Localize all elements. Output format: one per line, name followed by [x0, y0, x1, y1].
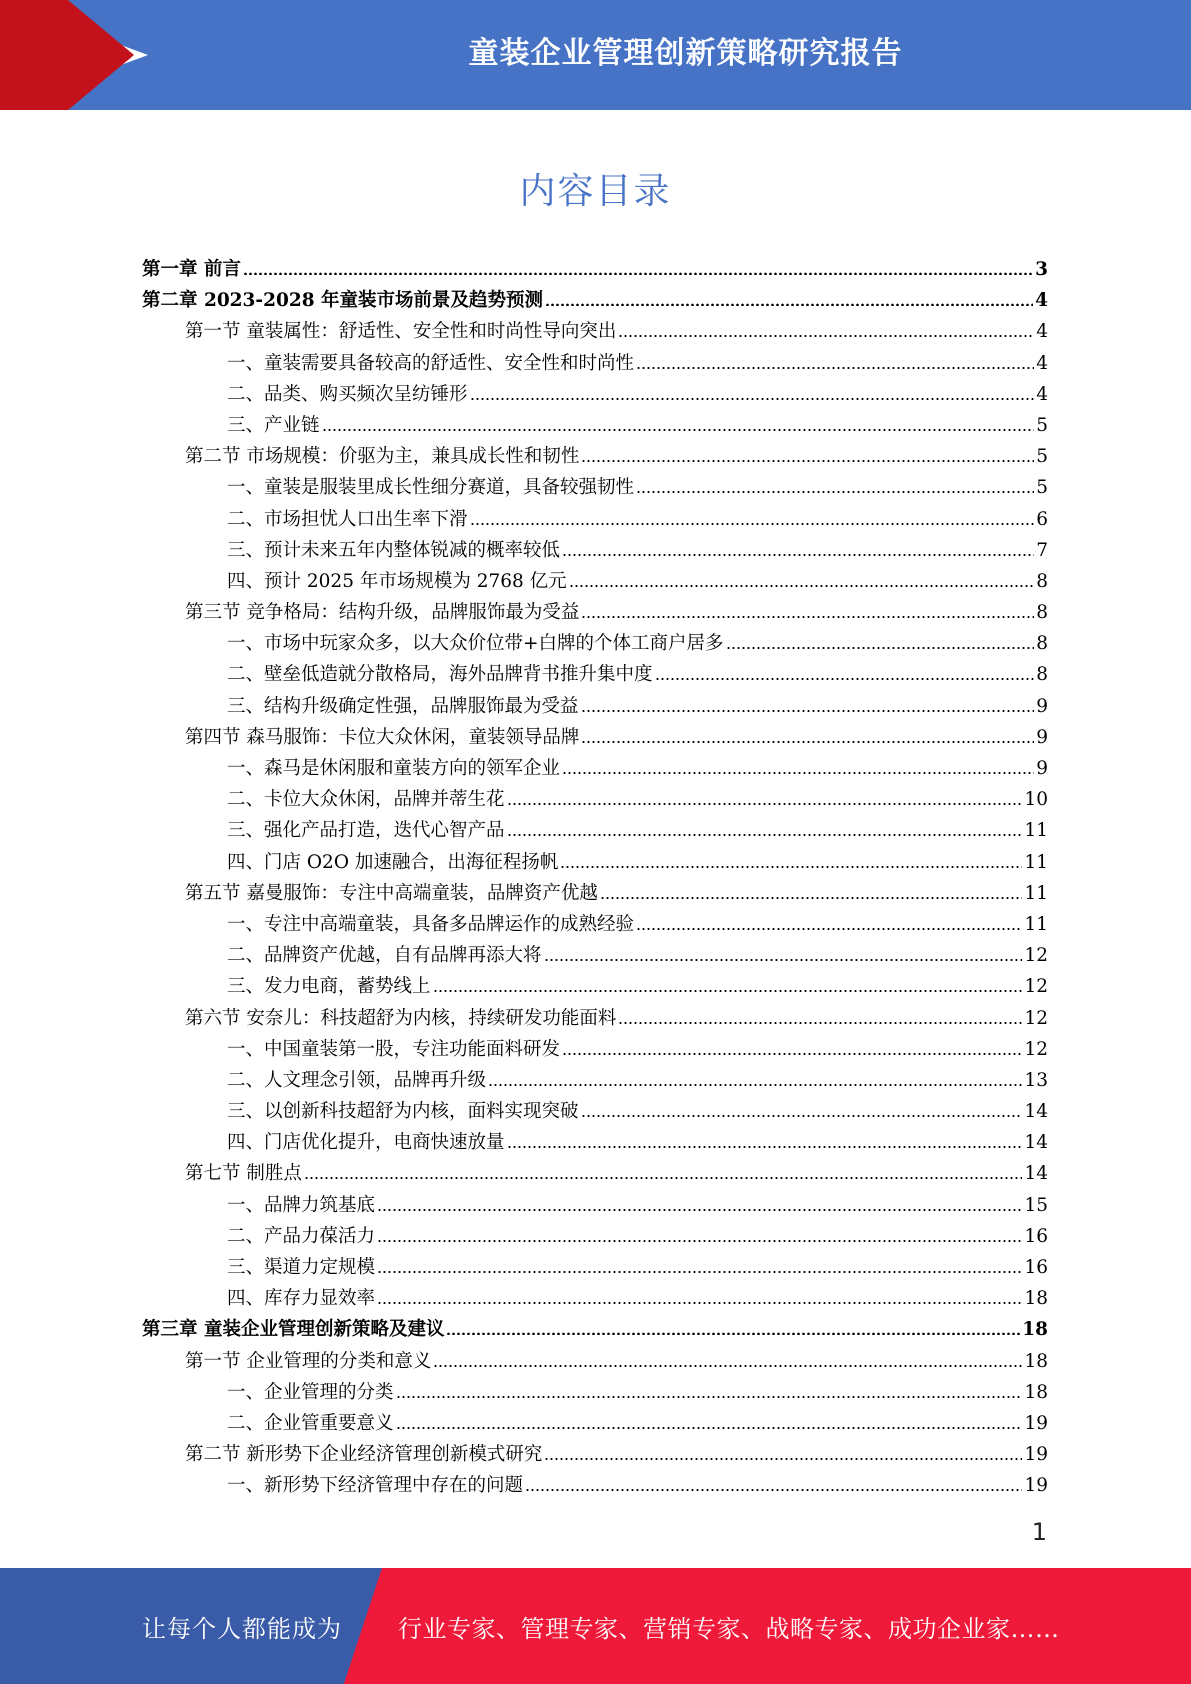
toc-entry[interactable] — [142, 316, 1048, 347]
toc-entry-label: 第六节 安奈儿：科技超舒为内核，持续研发功能面料 — [185, 1007, 617, 1029]
toc-entry[interactable] — [142, 1158, 1048, 1189]
toc-entry[interactable] — [142, 1096, 1048, 1127]
toc-entry-label: 二、企业管重要意义 — [227, 1412, 394, 1434]
toc-entry[interactable] — [142, 441, 1048, 472]
toc-entry-page: 8 — [1036, 570, 1048, 592]
toc-entry-label: 四、门店 O2O 加速融合，出海征程扬帆 — [227, 851, 559, 873]
toc-dot-leader — [507, 791, 1023, 805]
toc-dot-leader — [446, 1321, 1020, 1335]
toc-dot-leader — [433, 1353, 1022, 1367]
toc-dot-leader — [396, 1384, 1023, 1398]
toc-entry-label: 二、壁垒低造就分散格局，海外品牌背书推升集中度 — [227, 664, 653, 686]
toc-entry[interactable] — [142, 940, 1048, 971]
toc-entry-page: 9 — [1036, 726, 1048, 748]
toc-entry-label: 三、结构升级确定性强，品牌服饰最为受益 — [227, 695, 579, 717]
toc-dot-leader — [243, 261, 1033, 275]
toc-entry-page: 10 — [1024, 789, 1048, 811]
toc-entry[interactable] — [142, 1003, 1048, 1034]
toc-entry-label: 一、童装是服装里成长性细分赛道，具备较强韧性 — [227, 477, 635, 499]
toc-entry[interactable] — [142, 254, 1048, 285]
toc-entry-page: 16 — [1024, 1225, 1048, 1247]
toc-entry[interactable] — [142, 1221, 1048, 1252]
toc-entry-label: 三、渠道力定规模 — [227, 1257, 376, 1278]
toc-entry-label: 四、库存力显效率 — [227, 1288, 376, 1310]
toc-entry[interactable] — [142, 472, 1048, 503]
toc-dot-leader — [618, 1010, 1022, 1024]
page-header — [0, 0, 1191, 110]
toc-dot-leader — [525, 1477, 1022, 1491]
toc-dot-leader — [562, 542, 1034, 556]
toc-entry-label: 第二节 市场规模：价驱为主，兼具成长性和韧性 — [185, 446, 580, 468]
toc-dot-leader — [581, 729, 1034, 743]
toc-entry-page: 11 — [1024, 913, 1048, 935]
toc-dot-leader — [507, 1134, 1023, 1148]
toc-entry-label: 第一节 童装属性：舒适性、安全性和时尚性导向突出 — [185, 321, 617, 343]
toc-entry[interactable] — [142, 1127, 1048, 1158]
toc-dot-leader — [377, 1228, 1022, 1242]
footer-slogan-right: 行业专家、管理专家、营销专家、战略专家、成功企业家…… — [398, 1614, 1060, 1643]
toc-entry[interactable] — [142, 348, 1048, 379]
toc-dot-leader — [581, 698, 1035, 712]
toc-entry-page: 12 — [1024, 945, 1048, 967]
toc-entry-page: 4 — [1036, 352, 1048, 374]
toc-entry-label: 四、预计 2025 年市场规模为 2768 亿元 — [227, 570, 567, 592]
toc-entry-label: 一、品牌力筑基底 — [227, 1194, 376, 1216]
toc-entry-page: 9 — [1036, 758, 1048, 779]
toc-entry[interactable] — [142, 1439, 1048, 1470]
toc-entry-label: 三、预计未来五年内整体锐减的概率较低 — [227, 539, 561, 561]
toc-entry-page: 12 — [1024, 1038, 1048, 1060]
toc-dot-leader — [433, 978, 1023, 992]
toc-dot-leader — [636, 355, 1034, 369]
toc-dot-leader — [507, 822, 1023, 836]
toc-entry[interactable] — [142, 815, 1048, 846]
toc-dot-leader — [562, 760, 1034, 774]
toc-entry[interactable] — [142, 659, 1048, 690]
toc-dot-leader — [377, 1259, 1022, 1273]
toc-entry-label: 第二章 2023-2028 年童装市场前景及趋势预测 — [142, 290, 544, 312]
toc-entry-page: 19 — [1024, 1475, 1048, 1497]
header-red-arrow — [68, 0, 134, 110]
header-red-block — [0, 0, 68, 110]
toc-entry-page: 5 — [1036, 446, 1048, 468]
toc-entry[interactable] — [142, 691, 1048, 722]
toc-entry[interactable] — [142, 1314, 1048, 1345]
toc-entry-page: 7 — [1036, 539, 1048, 561]
toc-entry-page: 14 — [1024, 1163, 1048, 1185]
toc-entry-page: 18 — [1022, 1319, 1048, 1341]
toc-entry[interactable] — [142, 566, 1048, 597]
toc-entry-page: 19 — [1024, 1412, 1048, 1434]
toc-entry-page: 11 — [1024, 851, 1048, 873]
toc-entry-page: 5 — [1036, 477, 1048, 499]
toc-entry[interactable] — [142, 597, 1048, 628]
toc-entry[interactable] — [142, 1408, 1048, 1439]
toc-dot-leader — [544, 947, 1023, 961]
toc-entry[interactable] — [142, 1470, 1048, 1501]
toc-entry-page: 11 — [1024, 882, 1048, 904]
toc-entry-page: 18 — [1024, 1288, 1048, 1310]
toc-entry-page: 12 — [1024, 1007, 1048, 1029]
toc-entry-label: 二、人文理念引领，品牌再升级 — [227, 1069, 487, 1091]
toc-dot-leader — [600, 885, 1023, 899]
toc-entry[interactable] — [142, 1190, 1048, 1221]
toc-entry[interactable] — [142, 379, 1048, 410]
report-title: 童装企业管理创新策略研究报告 — [468, 36, 903, 71]
toc-dot-leader — [726, 635, 1035, 649]
toc-entry-label: 一、新形势下经济管理中存在的问题 — [227, 1475, 524, 1497]
page-footer — [0, 1568, 1191, 1684]
toc-entry-page: 4 — [1036, 321, 1048, 343]
toc-dot-leader — [322, 417, 1035, 431]
toc-entry-page: 14 — [1024, 1101, 1048, 1123]
toc-dot-leader — [581, 604, 1034, 618]
toc-entry[interactable] — [142, 784, 1048, 815]
toc-entry-label: 第一节 企业管理的分类和意义 — [185, 1350, 432, 1372]
toc-entry[interactable] — [142, 1346, 1048, 1377]
toc-entry-page: 15 — [1024, 1194, 1048, 1216]
toc-entry[interactable] — [142, 909, 1048, 940]
toc-entry-label: 一、中国童装第一股，专注功能面料研发 — [227, 1038, 561, 1060]
toc-entry[interactable] — [142, 410, 1048, 441]
toc-heading: 内容目录 — [519, 171, 672, 212]
toc-dot-leader — [581, 1103, 1023, 1117]
toc-entry-page: 5 — [1036, 414, 1048, 436]
toc-entry-label: 一、市场中玩家众多，以大众价位带+白牌的个体工商户居多 — [227, 633, 724, 655]
toc-entry-label: 一、森马是休闲服和童装方向的领军企业 — [227, 758, 561, 779]
toc-entry[interactable] — [142, 628, 1048, 659]
toc-dot-leader — [560, 854, 1022, 868]
toc-entry-page: 18 — [1024, 1350, 1048, 1372]
toc-entry-label: 二、市场担忧人口出生率下滑 — [227, 508, 468, 530]
toc-entry-label: 第四节 森马服饰：卡位大众休闲，童装领导品牌 — [185, 726, 580, 748]
toc-entry-label: 二、卡位大众休闲，品牌并蒂生花 — [227, 789, 505, 811]
toc-dot-leader — [545, 292, 1033, 306]
toc-dot-leader — [396, 1415, 1023, 1429]
table-of-contents — [142, 254, 1048, 1502]
toc-entry-page: 4 — [1035, 290, 1048, 312]
toc-dot-leader — [470, 386, 1035, 400]
toc-entry-label: 三、发力电商，蓄势线上 — [227, 976, 431, 998]
toc-dot-leader — [569, 573, 1035, 587]
toc-entry-page: 9 — [1036, 695, 1048, 717]
toc-entry[interactable] — [142, 504, 1048, 535]
toc-entry[interactable] — [142, 753, 1048, 784]
toc-entry-page: 8 — [1036, 602, 1048, 624]
toc-entry-label: 第五节 嘉曼服饰：专注中高端童装，品牌资产优越 — [185, 882, 598, 904]
toc-entry[interactable] — [142, 285, 1048, 316]
toc-entry[interactable] — [142, 722, 1048, 753]
toc-dot-leader — [581, 448, 1034, 462]
toc-entry-page: 8 — [1036, 633, 1048, 655]
toc-entry-label: 第三章 童装企业管理创新策略及建议 — [142, 1319, 445, 1341]
page-number: 1 — [1031, 1518, 1047, 1546]
toc-entry[interactable] — [142, 535, 1048, 566]
toc-entry-page: 6 — [1036, 508, 1048, 530]
toc-entry-page: 19 — [1024, 1444, 1048, 1466]
toc-entry-page: 8 — [1036, 664, 1048, 686]
toc-entry-label: 四、门店优化提升，电商快速放量 — [227, 1132, 505, 1154]
toc-entry-label: 第一章 前言 — [142, 259, 241, 280]
toc-entry[interactable] — [142, 878, 1048, 909]
toc-entry-label: 二、产品力葆活力 — [227, 1225, 376, 1247]
toc-entry-page: 4 — [1036, 383, 1048, 405]
toc-entry-label: 第七节 制胜点 — [185, 1163, 302, 1185]
toc-dot-leader — [618, 323, 1034, 337]
toc-dot-leader — [377, 1197, 1022, 1211]
toc-entry-page: 11 — [1024, 820, 1048, 842]
toc-entry[interactable] — [142, 847, 1048, 878]
toc-entry-page: 14 — [1024, 1132, 1048, 1154]
toc-dot-leader — [377, 1290, 1022, 1304]
toc-entry-label: 一、企业管理的分类 — [227, 1381, 394, 1403]
toc-entry-label: 一、专注中高端童装，具备多品牌运作的成熟经验 — [227, 913, 635, 935]
toc-dot-leader — [304, 1165, 1023, 1179]
toc-dot-leader — [488, 1072, 1022, 1086]
toc-dot-leader — [562, 1041, 1022, 1055]
toc-entry-page: 12 — [1024, 976, 1048, 998]
toc-entry-page: 18 — [1024, 1381, 1048, 1403]
toc-entry-label: 三、以创新科技超舒为内核，面料实现突破 — [227, 1101, 579, 1123]
toc-dot-leader — [636, 916, 1022, 930]
toc-entry-page: 13 — [1024, 1069, 1048, 1091]
toc-entry-label: 一、童装需要具备较高的舒适性、安全性和时尚性 — [227, 352, 635, 374]
toc-entry-label: 三、产业链 — [227, 414, 320, 436]
toc-entry-label: 二、品类、购买频次呈纺锤形 — [227, 383, 468, 405]
toc-entry[interactable] — [142, 971, 1048, 1002]
toc-entry-label: 三、强化产品打造，迭代心智产品 — [227, 820, 505, 842]
toc-entry[interactable] — [142, 1283, 1048, 1314]
toc-entry[interactable] — [142, 1252, 1048, 1283]
toc-dot-leader — [544, 1446, 1022, 1460]
toc-dot-leader — [655, 666, 1035, 680]
footer-slogan-left: 让每个人都能成为 — [142, 1614, 342, 1643]
toc-dot-leader — [470, 511, 1035, 525]
toc-entry-page: 3 — [1035, 259, 1048, 280]
toc-entry[interactable] — [142, 1034, 1048, 1065]
toc-entry[interactable] — [142, 1065, 1048, 1096]
toc-entry-label: 第二节 新形势下企业经济管理创新模式研究 — [185, 1444, 543, 1466]
toc-entry-label: 二、品牌资产优越，自有品牌再添大将 — [227, 945, 542, 967]
toc-entry[interactable] — [142, 1377, 1048, 1408]
toc-dot-leader — [636, 479, 1034, 493]
toc-entry-page: 16 — [1024, 1257, 1048, 1278]
toc-entry-label: 第三节 竞争格局：结构升级，品牌服饰最为受益 — [185, 602, 580, 624]
